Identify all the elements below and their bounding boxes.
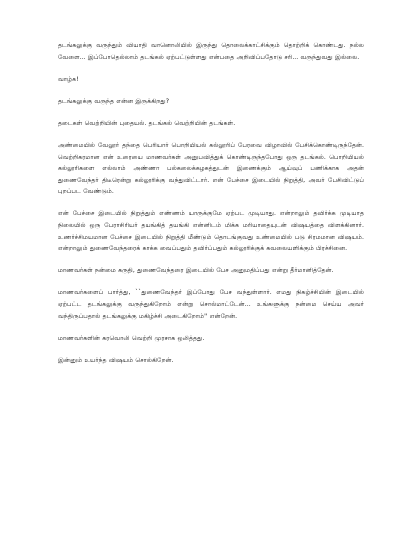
paragraph-4: தடைகள் வெற்றியின் புதையல். தடங்கல் வெற்றியின் தடங்கள். [58, 119, 236, 127]
paragraph-3: தடங்கலுக்கு வருந்த என்ன இருக்கிறது? [58, 97, 170, 105]
document-page [58, 40, 364, 377]
paragraph-10: இன்னும் உயர்ந்த விஷயம் சொல்கிறேன். [58, 356, 174, 364]
paragraph-6: என் பேச்சை இடையில் நிறுத்தும் எண்ணம் யாருக்குமே ஏற்பட முடியாது. என்றாலும் தவிர்க்க முடியாத நிலையில் ஒரு பேராசிரியர் தயங்கித் தயங்கி என்னிடம் மிக்க மரியாதையுடன் விஷயத்தை விளக்கினார். உணர்ச்சிமயமான பேச்சை இடையில் நிறுத்தி மீண்டும் தொடங்குவது உண்மையில் படு சிரமமான விஷயம். என்றாலும் துணைவேந்தரைக் காக்க வைப்பதும் தவிர்ப்பதும் கல்லூரிக்குக் கவலையளிக்கும் பிரச்சினை. [58, 210, 364, 253]
paragraph-2: வாழ்க! [58, 75, 79, 83]
paragraph-5: அண்மையில் வேலூர் தந்தை பெரியார் பொறியியல் கல்லூரிப் பேரவை விழாவில் பேசிக்கொண்டிருந்தேன். வெற்றிகரமான என் உரையை மாணவர்கள் அனுபவித்துக் கொண்டிருந்தபோது ஒரு தடங்கல். பொறியியல் கல்லூரிகளை எல்லாம் அண்ணா பல்கலைக்கழகத்துடன் இணைக்கும் ஆய்வுப் பணிக்காக அதன் துணைவேந்தர் திடீரென்று கல்லூரிக்கு வந்துவிட்டார். என் பேச்சை இடையில் நிறுத்தி, அவர் பேசிவிட்டுப் புறப்பட வேண்டும். [58, 141, 364, 196]
paragraph-7: மாணவர்கள் நன்மை கருதி, துணைவேந்தரை இடையில் பேச அனுமதிப்பது என்று தீர்மானித்தேன். [58, 267, 334, 275]
paragraph-1: தடங்கலுக்கு வருந்தும் வியாதி வானொலியில் இருந்து தொலைக்காட்சிக்கும் தொற்றிக் கொண்டது. நல்ல வேளை... இப்போதெல்லாம் தடங்கல் ஏற்பட்டுள்ளது என்பதை அறிவிப்பதோடு சரி... வருந்துவது இல்லை. [58, 42, 364, 61]
paragraph-9: மாணவர்களின் கரவொலி வெற்றி முரசாக ஒலித்தது. [58, 334, 205, 342]
paragraph-8: மாணவர்களைப் பார்த்து, ``துணைவேந்தர் இப்போது பேச வந்துள்ளார். எமது நிகழ்ச்சியின் இடையில் ஏற்பட்ட தடங்கலுக்கு வருந்துகிறோம் என்று சொல்மாட்டேன்... உங்களுக்கு நன்மை செய்ய அவர் வந்திருப்பதால் தடங்கலுக்கு மகிழ்ச்சி அடைகிறோம்'' என்றேன். [58, 289, 364, 320]
